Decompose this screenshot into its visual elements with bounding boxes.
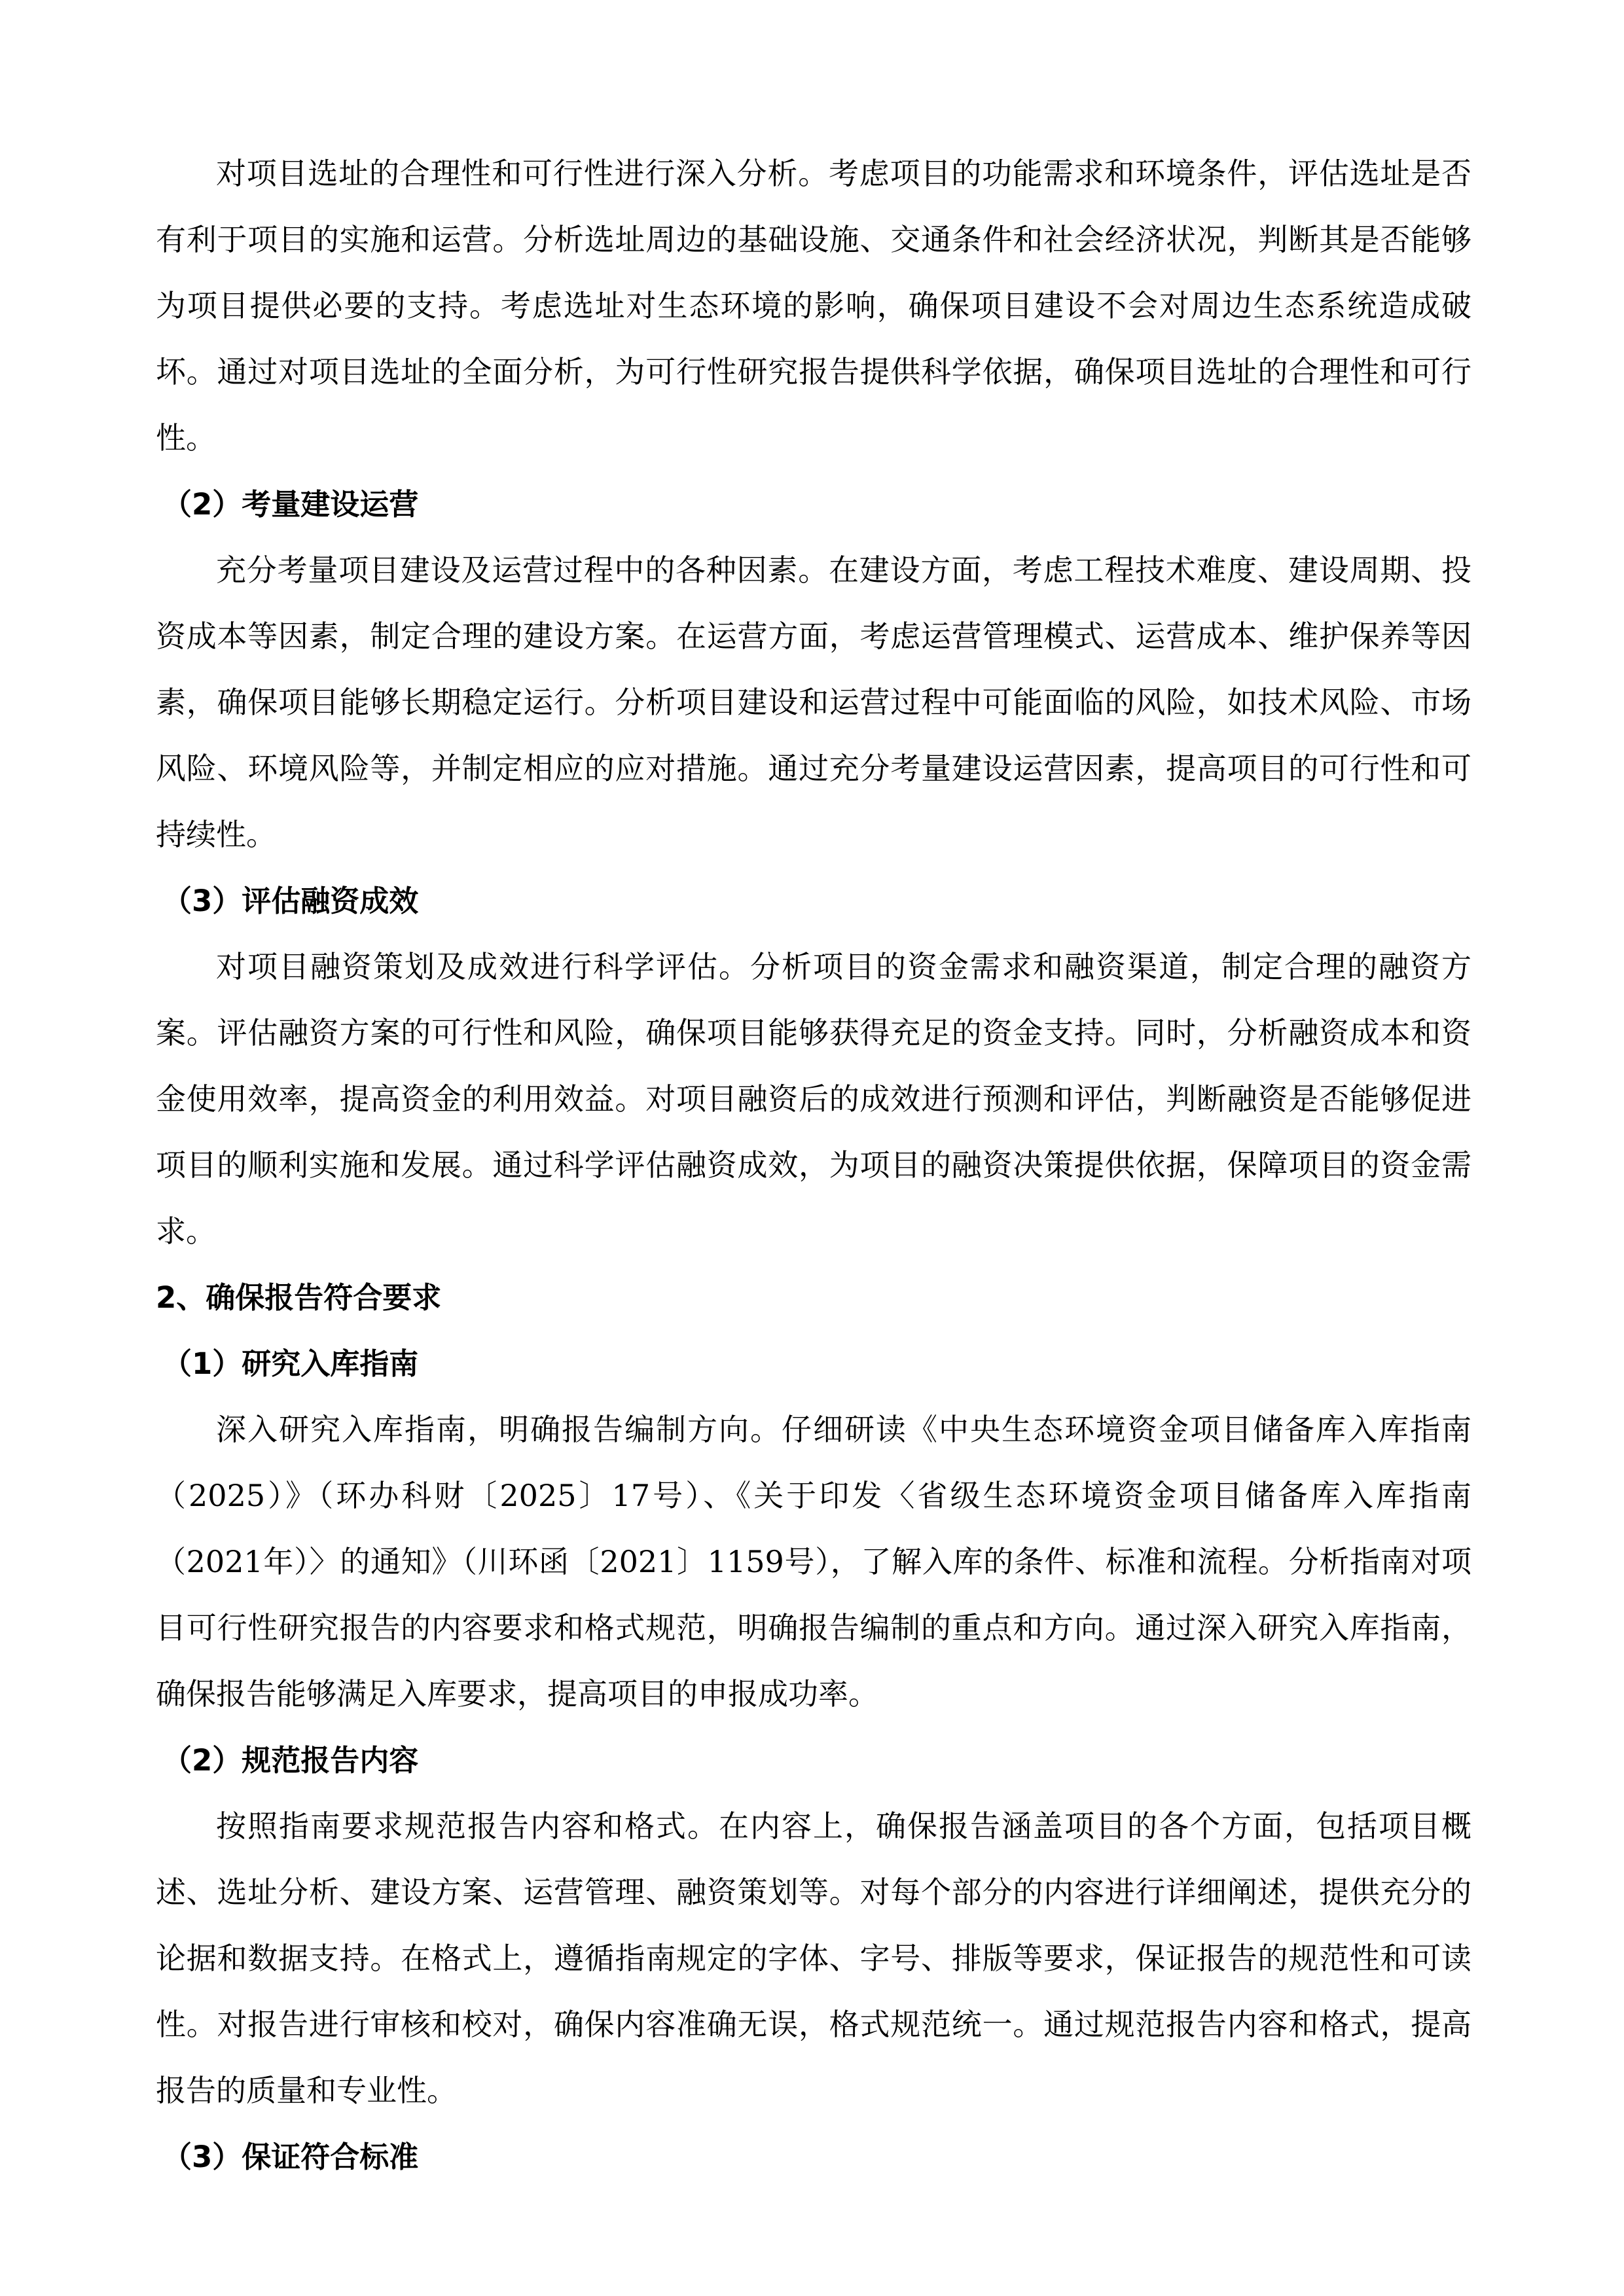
- paragraph-standardize-report: 按照指南要求规范报告内容和格式。在内容上，确保报告涵盖项目的各个方面，包括项目概述、选址分析、建设方案、运营管理、融资策划等。对每个部分的内容进行详细阐述，提供充分的论据和数据支持。在格式上，遵循指南规定的字体、字号、排版等要求，保证报告的规范性和可读性。对报告进行审核和校对，确保内容准确无误，格式规范统一。通过规范报告内容和格式，提高报告的质量和专业性。: [156, 1808, 1471, 2108]
- heading-study-guidelines: （1）研究入库指南: [162, 1346, 419, 1381]
- heading-ensure-report-compliance: 2、确保报告符合要求: [156, 1280, 442, 1315]
- heading-consider-construction-operation: （2）考量建设运营: [162, 487, 419, 522]
- heading-evaluate-financing: （3）评估融资成效: [162, 884, 419, 918]
- heading-ensure-standards: （3）保证符合标准: [162, 2140, 419, 2174]
- paragraph-financing: 对项目融资策划及成效进行科学评估。分析项目的资金需求和融资渠道，制定合理的融资方案。评估融资方案的可行性和风险，确保项目能够获得充足的资金支持。同时，分析融资成本和资金使用效率，提高资金的利用效益。对项目融资后的成效进行预测和评估，判断融资是否能够促进项目的顺利实施和发展。通过科学评估融资成效，为项目的融资决策提供依据，保障项目的资金需求。: [156, 949, 1471, 1249]
- paragraph-site-analysis: 对项目选址的合理性和可行性进行深入分析。考虑项目的功能需求和环境条件，评估选址是否有利于项目的实施和运营。分析选址周边的基础设施、交通条件和社会经济状况，判断其是否能够为项目提供必要的支持。考虑选址对生态环境的影响，确保项目建设不会对周边生态系统造成破坏。通过对项目选址的全面分析，为可行性研究报告提供科学依据，确保项目选址的合理性和可行性。: [156, 156, 1471, 456]
- paragraph-study-guidelines: 深入研究入库指南，明确报告编制方向。仔细研读《中央生态环境资金项目储备库入库指南（2025）》（环办科财〔2025〕17号）、《关于印发〈省级生态环境资金项目储备库入库指南（2021年）〉的通知》（川环函〔2021〕1159号），了解入库的条件、标准和流程。分析指南对项目可行性研究报告的内容要求和格式规范，明确报告编制的重点和方向。通过深入研究入库指南，确保报告能够满足入库要求，提高项目的申报成功率。: [156, 1412, 1471, 1712]
- heading-standardize-report: （2）规范报告内容: [162, 1743, 419, 1778]
- paragraph-construction-operation: 充分考量项目建设及运营过程中的各种因素。在建设方面，考虑工程技术难度、建设周期、投资成本等因素，制定合理的建设方案。在运营方面，考虑运营管理模式、运营成本、维护保养等因素，确保项目能够长期稳定运行。分析项目建设和运营过程中可能面临的风险，如技术风险、市场风险、环境风险等，并制定相应的应对措施。通过充分考量建设运营因素，提高项目的可行性和可持续性。: [156, 552, 1471, 852]
- document-body: [156, 141, 1471, 2190]
